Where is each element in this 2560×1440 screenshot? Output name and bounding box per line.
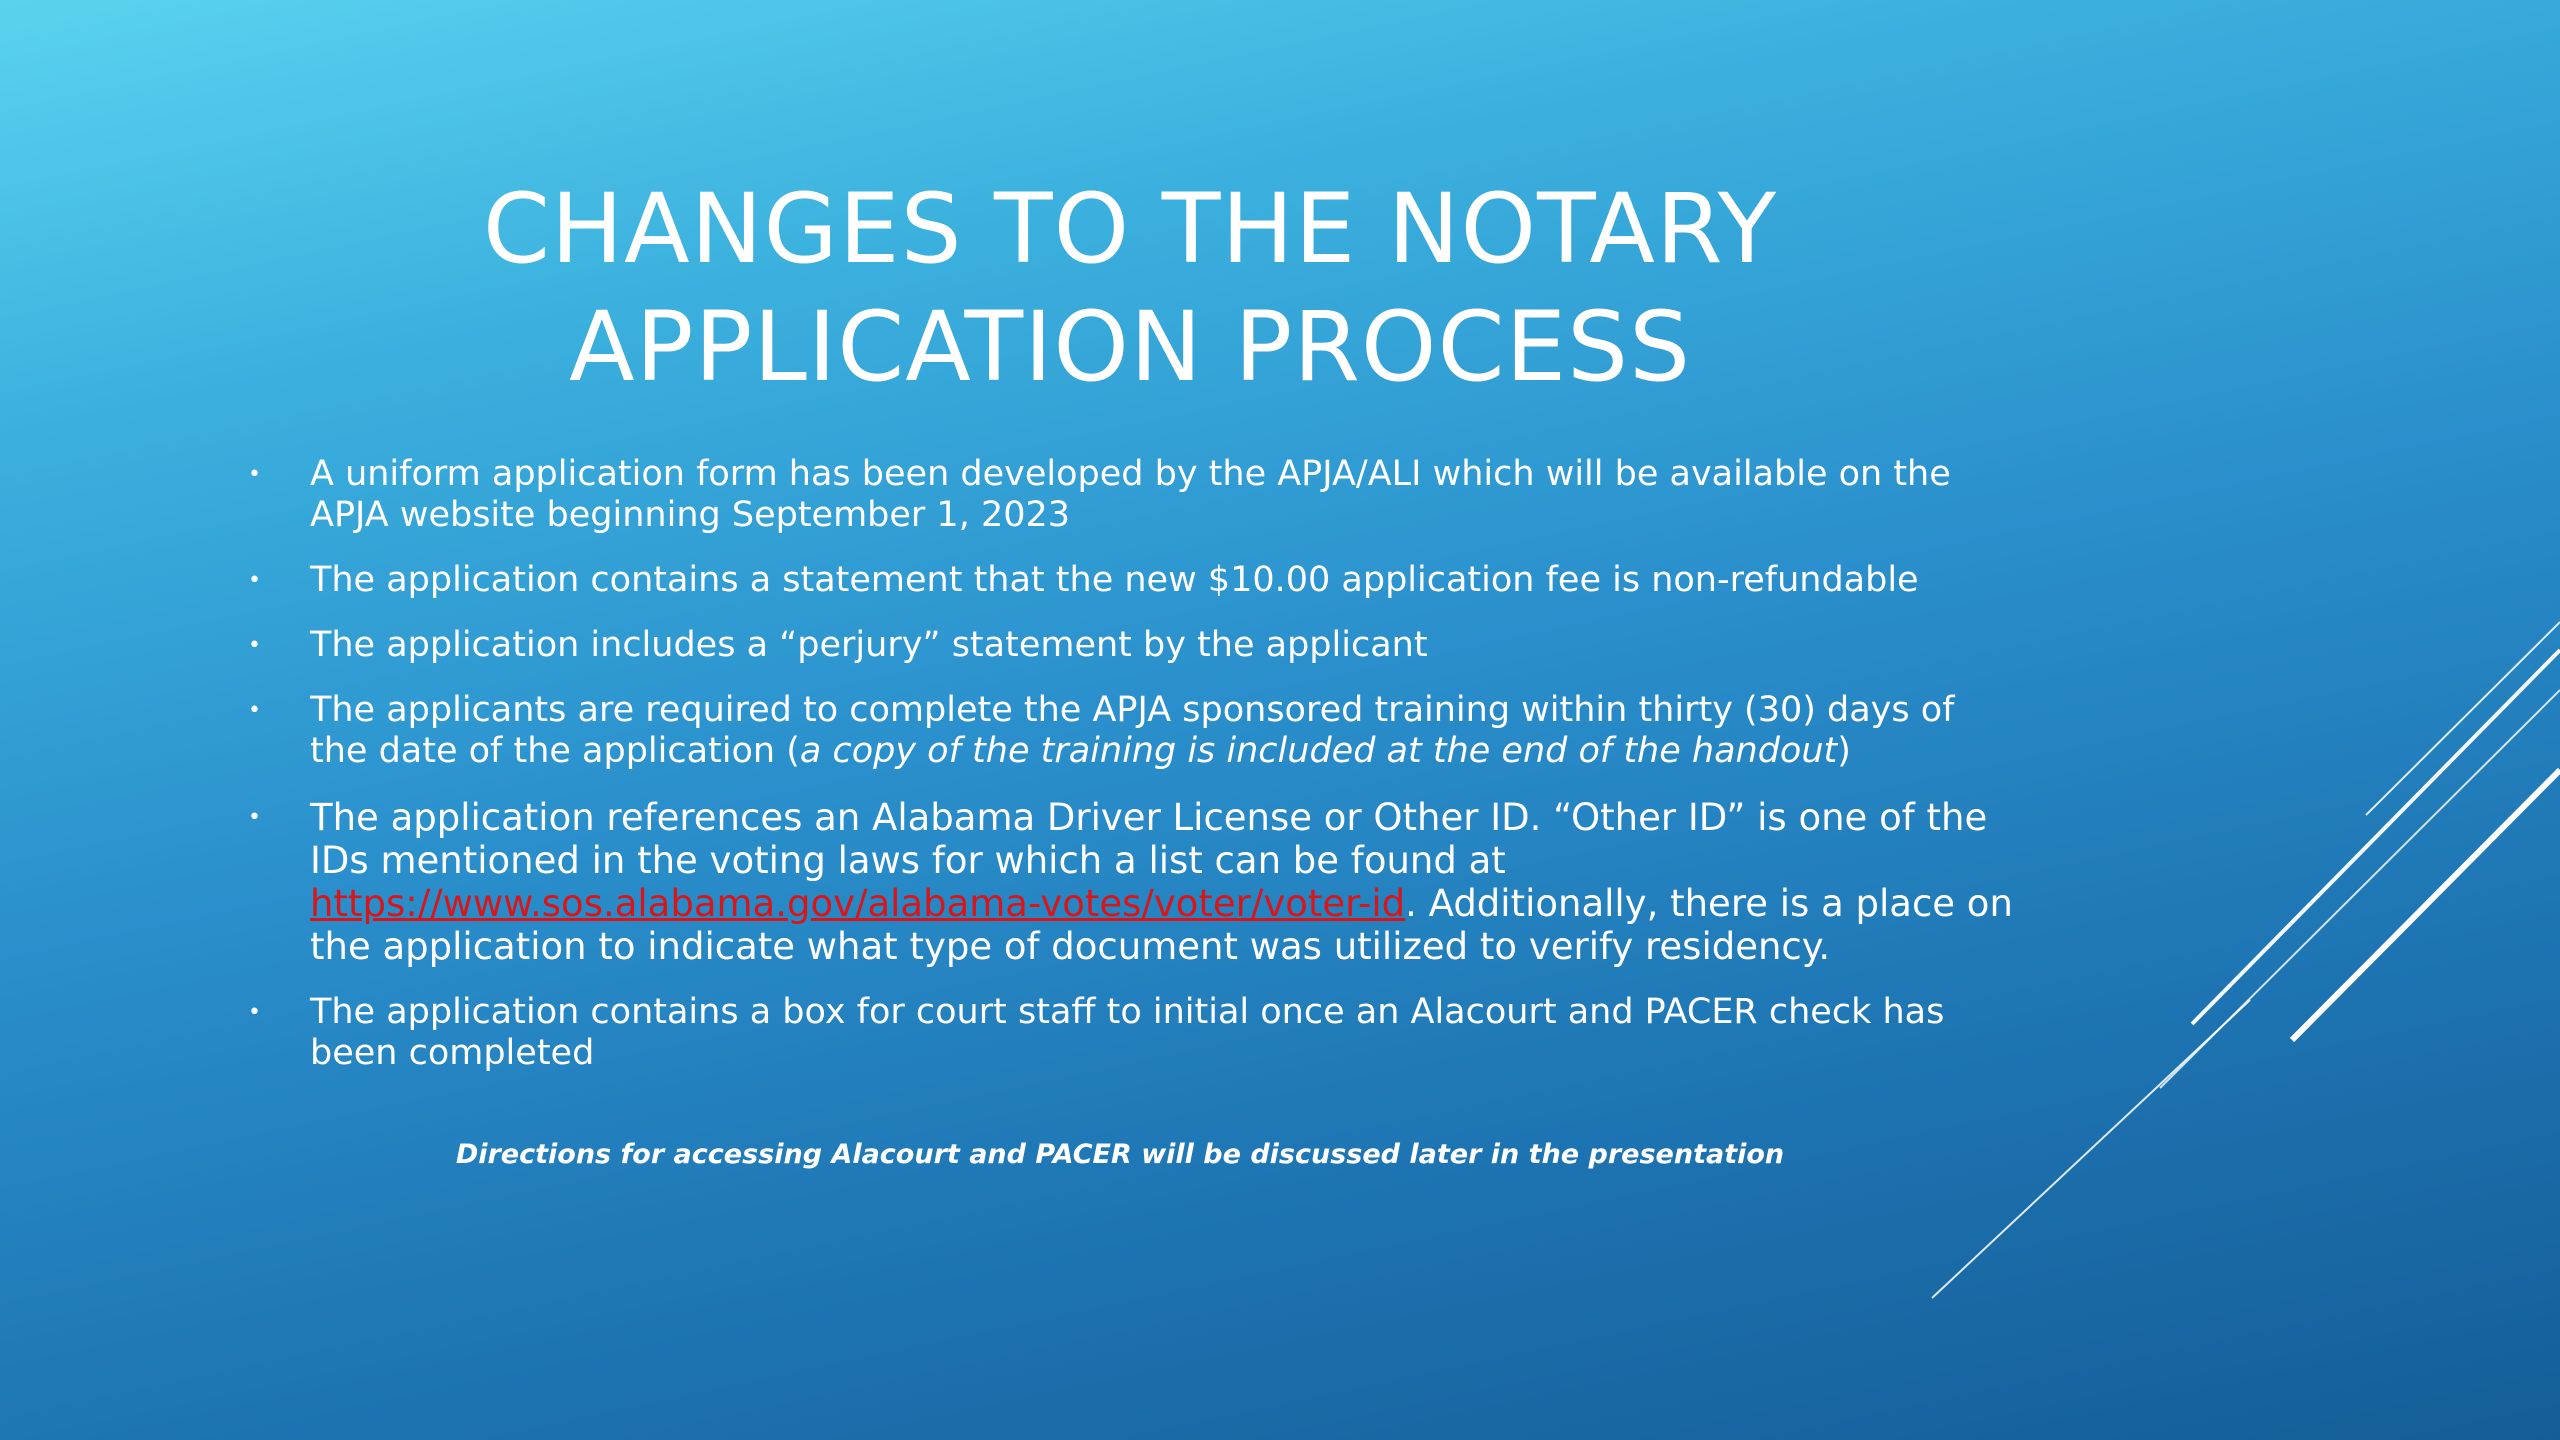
bullet-dot-icon: •	[248, 805, 261, 830]
bullet-text: The application references an Alabama Driver License or Other ID. “Other ID” is one of the IDs mentioned in the voting laws for which a list can be found at	[310, 796, 1988, 882]
bullet-italic-note: a copy of the training is included at the end of the handout	[799, 731, 1838, 771]
slide-title-line-2: APPLICATION PROCESS	[568, 291, 1692, 403]
bullet-dot-icon: •	[248, 633, 261, 658]
bullet-text: The application includes a “perjury” statement by the applicant	[310, 625, 1428, 665]
slide-title-line-1: CHANGES TO THE NOTARY	[482, 173, 1778, 285]
bullet-text-end: . Additionally, there is a place on the application to indicate what type of document was utilized to verify residency.	[310, 882, 2013, 968]
decor-line	[2192, 650, 2560, 1024]
bullet-text-end: )	[1837, 731, 1851, 771]
bullet-dot-icon: •	[248, 1000, 261, 1025]
bullet-dot-icon: •	[248, 462, 261, 487]
bullet-text: A uniform application form has been developed by the APJA/ALI which will be available on the APJA website beginning September 1, 2023	[310, 454, 1951, 535]
bullet-dot-icon: •	[248, 698, 261, 723]
voter-id-link[interactable]: https://www.sos.alabama.gov/alabama-votes/voter/voter-id	[310, 882, 1406, 925]
decor-line	[2292, 770, 2560, 1040]
bullet-text: The applicants are required to complete the APJA sponsored training within thirty (30) days of the date of the application (	[310, 690, 1955, 771]
footnote: Directions for accessing Alacourt and PACER will be discussed later in the presentation	[455, 1139, 1785, 1170]
bullet-dot-icon: •	[248, 568, 261, 593]
decor-line	[1932, 1000, 2250, 1298]
bullet-text: The application contains a statement that the new $10.00 application fee is non-refundable	[310, 560, 1919, 600]
bullet-text: The application contains a box for court staff to initial once an Alacourt and PACER check has been completed	[310, 992, 1945, 1073]
